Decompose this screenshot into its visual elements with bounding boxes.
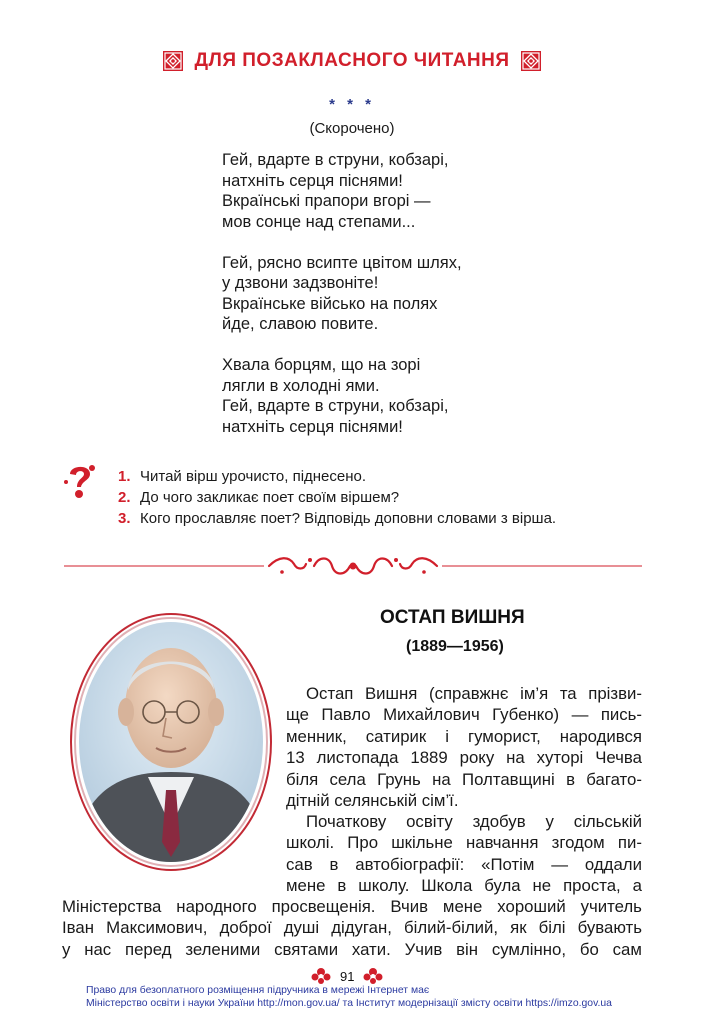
poem-line: йде, славою повите.	[222, 315, 379, 333]
poem-line: Хвала борцям, що на зорі	[222, 356, 421, 374]
text-line: 13 листопада 1889 року на хуторі Чечва	[286, 748, 642, 768]
poem-line: Гей, вдарте в струни, кобзарі,	[222, 151, 449, 169]
poem-stars: * * *	[329, 96, 375, 113]
question-item	[118, 508, 556, 529]
poem-line: у дзвони задзвоніте!	[222, 274, 379, 292]
copyright-line: Право для безоплатного розміщення підручника в мережі Інтернет має	[86, 985, 430, 996]
question-item	[118, 487, 556, 508]
ornamental-divider	[64, 552, 642, 580]
question-number: 2.	[118, 489, 131, 506]
poem-stanza	[222, 150, 462, 232]
question-number: 1.	[118, 468, 131, 485]
author-name: ОСТАП ВИШНЯ	[380, 607, 525, 628]
text-line: Міністерства народного просвещенія. Вчив мене хороший учитель	[62, 897, 642, 916]
question-number: 3.	[118, 510, 131, 527]
poem-stanza	[222, 253, 462, 335]
poem-line: мов сонце над степами...	[222, 212, 416, 231]
education-paragraph-continued	[62, 896, 642, 960]
text-line: Початкову освіту здобув у сільській	[306, 812, 642, 831]
text-line: школі. Про шкільне навчання згодом пи-	[286, 833, 642, 853]
author-years: (1889—1956)	[406, 638, 504, 655]
poem-line: лягли в холодні ями.	[222, 376, 380, 395]
question-text: Кого прославляє поет? Відповідь доповни словами з вірша.	[140, 510, 557, 527]
ornament-icon	[520, 50, 542, 72]
flower-ornament-icon	[310, 967, 332, 985]
poem-line: натхніть серця піснями!	[222, 417, 403, 436]
text-line: у нас перед зеленими святами хати. Учив він сумлінно, бо сам	[62, 939, 642, 959]
bio-paragraph	[286, 683, 642, 811]
author-portrait	[68, 612, 274, 872]
text-line: ще Павло Михайлович Губенко) — пись-	[286, 705, 642, 725]
section-title: ДЛЯ ПОЗАКЛАСНОГО ЧИТАННЯ	[194, 50, 510, 71]
text-line: мене в школу. Школа була не проста, а	[286, 876, 642, 896]
text-line: Іван Максимович, доброї душі дідуган, білий-білий, як білі бувають	[62, 918, 642, 938]
copyright-note	[86, 984, 612, 1010]
poem-line: Вкраїнське військо на полях	[222, 294, 438, 313]
question-text: До чого закликає поет своїм віршем?	[140, 489, 400, 506]
questions-list	[118, 466, 556, 529]
copyright-line: Міністерство освіти і науки України http://mon.gov.ua/ та Інститут модернізації змісту освіти https://imzo.gov.ua	[86, 998, 612, 1009]
question-item	[118, 466, 556, 487]
text-line: Остап Вишня (справжнє ім’я та прізви-	[306, 684, 642, 703]
page-number: 91	[340, 968, 355, 984]
poem-line: Вкраїнські прапори вгорі —	[222, 192, 431, 210]
flower-ornament-icon	[362, 967, 384, 985]
poem-stanza	[222, 355, 462, 437]
poem-subtitle: (Скорочено)	[309, 120, 395, 137]
page-number-area	[310, 966, 384, 986]
section-header	[0, 44, 704, 78]
poem-body	[222, 150, 462, 458]
text-line: менник, сатирик і гуморист, народився	[286, 726, 642, 746]
question-text: Читай вірш урочисто, піднесено.	[140, 468, 367, 485]
ornament-icon	[162, 50, 184, 72]
text-line: біля села Грунь на Полтавщині в багато-	[286, 769, 642, 789]
question-mark-icon	[62, 462, 98, 502]
education-paragraph	[286, 811, 642, 897]
poem-line: натхніть серця піснями!	[222, 171, 403, 190]
poem-line: Гей, рясно всипте цвітом шлях,	[222, 253, 462, 272]
poem-line: Гей, вдарте в струни, кобзарі,	[222, 397, 449, 415]
text-line: дітній селянській сім’ї.	[286, 791, 459, 811]
text-line: сав в автобіографії: «Потім — оддали	[286, 854, 642, 874]
